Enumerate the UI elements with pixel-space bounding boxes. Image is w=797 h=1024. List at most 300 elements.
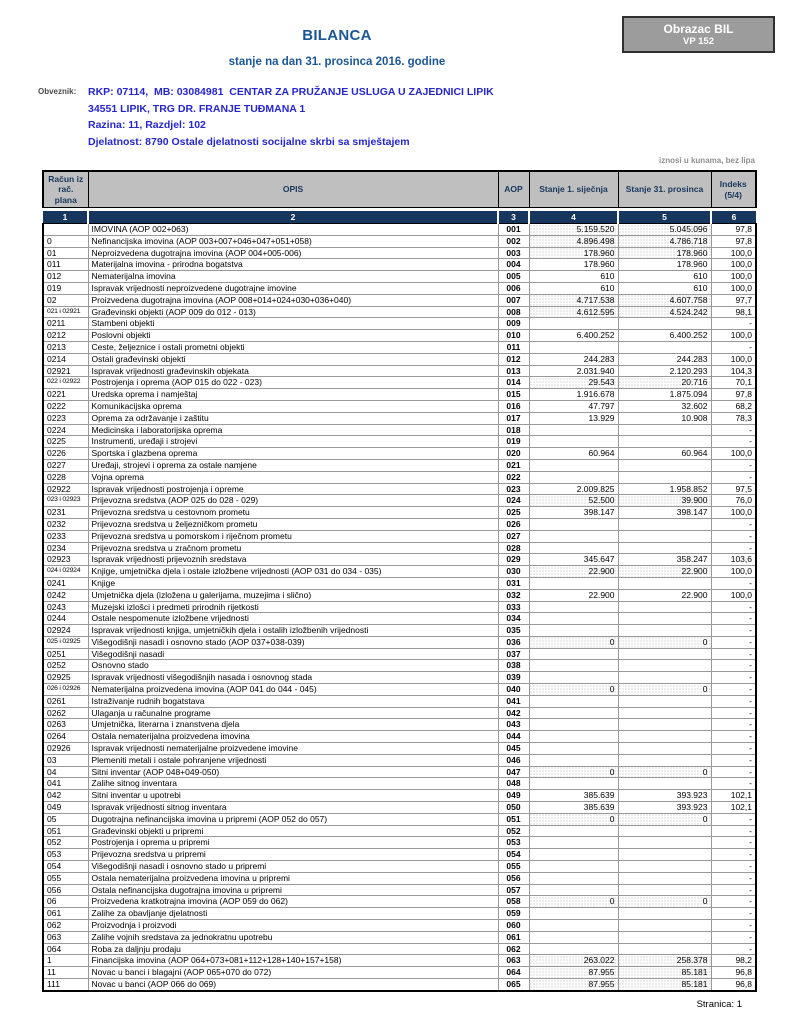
row-index: - (711, 884, 756, 896)
row-index: - (711, 471, 756, 483)
value-december (618, 943, 711, 955)
table-row (43, 271, 756, 283)
row-aop: 011 (498, 341, 529, 353)
account-code: 0263 (43, 719, 88, 731)
row-aop: 003 (498, 247, 529, 259)
value-december (618, 861, 711, 873)
row-description: Neproizvedena dugotrajna imovina (AOP 004+005-006) (88, 247, 498, 259)
table-row (43, 636, 756, 648)
value-december: 85.181 (618, 979, 711, 991)
account-code: 011 (43, 259, 88, 271)
table-row (43, 625, 756, 637)
column-number: 5 (618, 211, 711, 224)
table-row (43, 224, 756, 236)
row-aop: 055 (498, 861, 529, 873)
value-december (618, 471, 711, 483)
value-december (618, 837, 711, 849)
account-code: 0222 (43, 400, 88, 412)
row-aop: 056 (498, 872, 529, 884)
row-description: Novac u banci (AOP 066 do 069) (88, 979, 498, 991)
row-index: 98,2 (711, 955, 756, 967)
value-december (618, 648, 711, 660)
row-aop: 041 (498, 695, 529, 707)
account-code: 02 (43, 294, 88, 306)
value-december: 0 (618, 684, 711, 696)
row-aop: 023 (498, 483, 529, 495)
account-code: 026 i 02926 (43, 684, 88, 696)
row-index: - (711, 920, 756, 932)
row-aop: 002 (498, 235, 529, 247)
row-description: Ostala nematerijalna proizvedena imovina (88, 731, 498, 743)
row-aop: 005 (498, 271, 529, 283)
table-row (43, 507, 756, 519)
form-code-line2: VP 152 (683, 36, 714, 47)
row-description: Financijska imovina (AOP 064+073+081+112+128+140+157+158) (88, 955, 498, 967)
row-index: - (711, 459, 756, 471)
row-description: Ispravak vrijednosti višegodišnjih nasada i osnovnog stada (88, 672, 498, 684)
row-aop: 048 (498, 778, 529, 790)
value-january (529, 601, 618, 613)
value-december: 22.900 (618, 589, 711, 601)
table-row (43, 601, 756, 613)
value-january: 13.929 (529, 412, 618, 424)
row-aop: 018 (498, 424, 529, 436)
table-row (43, 825, 756, 837)
row-description: Ulaganja u računalne programe (88, 707, 498, 719)
row-index: - (711, 837, 756, 849)
value-january (529, 931, 618, 943)
row-aop: 044 (498, 731, 529, 743)
row-index: - (711, 872, 756, 884)
value-january (529, 943, 618, 955)
value-december: 4.607.758 (618, 294, 711, 306)
value-december (618, 849, 711, 861)
value-december: 0 (618, 766, 711, 778)
table-row (43, 707, 756, 719)
account-code: 049 (43, 802, 88, 814)
value-january: 29.543 (529, 377, 618, 389)
row-index: 98,1 (711, 306, 756, 318)
value-january: 60.964 (529, 448, 618, 460)
table-row (43, 979, 756, 991)
row-aop: 035 (498, 625, 529, 637)
value-december (618, 436, 711, 448)
row-aop: 065 (498, 979, 529, 991)
value-january (529, 778, 618, 790)
row-aop: 015 (498, 389, 529, 401)
account-code: 0228 (43, 471, 88, 483)
value-december: 1.958.852 (618, 483, 711, 495)
row-index: - (711, 778, 756, 790)
row-index: 97,7 (711, 294, 756, 306)
row-description: Zalihe sitnog inventara (88, 778, 498, 790)
row-aop: 008 (498, 306, 529, 318)
value-january: 610 (529, 282, 618, 294)
account-code: 0223 (43, 412, 88, 424)
row-description: Ispravak vrijednosti neproizvedene dugotrajne imovine (88, 282, 498, 294)
row-aop: 052 (498, 825, 529, 837)
row-description: Materijalna imovina - prirodna bogatstva (88, 259, 498, 271)
value-january (529, 530, 618, 542)
value-january: 610 (529, 271, 618, 283)
account-code: 01 (43, 247, 88, 259)
account-code: 0227 (43, 459, 88, 471)
row-description: Nematerijalna proizvedena imovina (AOP 041 do 044 - 045) (88, 684, 498, 696)
row-aop: 006 (498, 282, 529, 294)
table-row (43, 743, 756, 755)
row-index: 78,3 (711, 412, 756, 424)
table-row (43, 813, 756, 825)
row-aop: 062 (498, 943, 529, 955)
row-description: Knjige, umjetnička djela i ostale izložbene vrijednosti (AOP 031 do 034 - 035) (88, 566, 498, 578)
table-row (43, 908, 756, 920)
row-aop: 036 (498, 636, 529, 648)
account-code: 023 i 02923 (43, 495, 88, 507)
row-index: - (711, 731, 756, 743)
row-description: Uređaji, strojevi i oprema za ostale namjene (88, 459, 498, 471)
row-index: 68,2 (711, 400, 756, 412)
row-index: - (711, 601, 756, 613)
account-code: 056 (43, 884, 88, 896)
col-header-aop: AOP (498, 171, 529, 208)
value-january (529, 518, 618, 530)
value-january (529, 743, 618, 755)
account-code: 02923 (43, 554, 88, 566)
account-code: 0226 (43, 448, 88, 460)
row-index: - (711, 625, 756, 637)
value-december (618, 695, 711, 707)
value-december: 398.147 (618, 507, 711, 519)
row-index: - (711, 766, 756, 778)
row-index: 100,0 (711, 448, 756, 460)
row-aop: 049 (498, 790, 529, 802)
value-december: 258.378 (618, 955, 711, 967)
value-january (529, 660, 618, 672)
table-row (43, 389, 756, 401)
value-january: 178.960 (529, 259, 618, 271)
row-index: - (711, 707, 756, 719)
row-description: Komunikacijska oprema (88, 400, 498, 412)
row-description: Sitni inventar u upotrebi (88, 790, 498, 802)
value-january: 385.639 (529, 802, 618, 814)
table-row (43, 754, 756, 766)
value-january (529, 459, 618, 471)
table-header-row (43, 171, 756, 208)
row-aop: 038 (498, 660, 529, 672)
account-code: 02922 (43, 483, 88, 495)
row-index: - (711, 530, 756, 542)
row-index: 100,0 (711, 330, 756, 342)
account-code: 11 (43, 967, 88, 979)
table-row (43, 377, 756, 389)
row-aop: 025 (498, 507, 529, 519)
table-row (43, 660, 756, 672)
account-code: 0261 (43, 695, 88, 707)
row-index: - (711, 861, 756, 873)
row-index: 97,8 (711, 235, 756, 247)
row-description: Ispravak vrijednosti prijevoznih sredstava (88, 554, 498, 566)
value-december: 32.602 (618, 400, 711, 412)
value-january (529, 707, 618, 719)
row-description: Poslovni objekti (88, 330, 498, 342)
table-row (43, 424, 756, 436)
row-description: Nefinancijska imovina (AOP 003+007+046+047+051+058) (88, 235, 498, 247)
row-description: Novac u banci i blagajni (AOP 065+070 do 072) (88, 967, 498, 979)
row-description: Muzejski izlošci i predmeti prirodnih rijetkosti (88, 601, 498, 613)
value-january (529, 542, 618, 554)
row-aop: 060 (498, 920, 529, 932)
row-description: Proizvedena dugotrajna imovina (AOP 008+014+024+030+036+040) (88, 294, 498, 306)
row-aop: 010 (498, 330, 529, 342)
table-row (43, 837, 756, 849)
row-description: Prijevozna sredstva u željezničkom prometu (88, 518, 498, 530)
value-january: 22.900 (529, 566, 618, 578)
value-december (618, 625, 711, 637)
value-january (529, 719, 618, 731)
table-row (43, 282, 756, 294)
row-description: Postrojenja i oprema (AOP 015 do 022 - 023) (88, 377, 498, 389)
account-code: 02925 (43, 672, 88, 684)
value-december: 244.283 (618, 353, 711, 365)
table-row (43, 695, 756, 707)
table-row (43, 778, 756, 790)
account-code: 041 (43, 778, 88, 790)
table-row (43, 495, 756, 507)
row-description: Roba za daljnju prodaju (88, 943, 498, 955)
value-january (529, 861, 618, 873)
row-aop: 016 (498, 400, 529, 412)
row-aop: 019 (498, 436, 529, 448)
account-code: 061 (43, 908, 88, 920)
value-january: 6.400.252 (529, 330, 618, 342)
table-row (43, 920, 756, 932)
account-code: 06 (43, 896, 88, 908)
row-aop: 050 (498, 802, 529, 814)
row-description: Vojna oprema (88, 471, 498, 483)
row-aop: 053 (498, 837, 529, 849)
value-january: 2.009.825 (529, 483, 618, 495)
obveznik-line-razina: Razina: 11, Razdjel: 102 (88, 119, 206, 131)
value-december (618, 613, 711, 625)
value-december (618, 778, 711, 790)
row-aop: 030 (498, 566, 529, 578)
table-row (43, 943, 756, 955)
value-january (529, 825, 618, 837)
row-aop: 032 (498, 589, 529, 601)
table-row (43, 577, 756, 589)
row-description: Sitni inventar (AOP 048+049-050) (88, 766, 498, 778)
value-december: 10.908 (618, 412, 711, 424)
account-code: 0252 (43, 660, 88, 672)
row-index: - (711, 813, 756, 825)
row-index: 100,0 (711, 247, 756, 259)
value-january: 22.900 (529, 589, 618, 601)
obveznik-line-rkp: RKP: 07114, MB: 03084981 CENTAR ZA PRUŽANJE USLUGA U ZAJEDNICI LIPIK (88, 86, 494, 98)
row-description: Postrojenja i oprema u pripremi (88, 837, 498, 849)
row-description: Prijevozna sredstva (AOP 025 do 028 - 029) (88, 495, 498, 507)
account-code: 022 i 02922 (43, 377, 88, 389)
value-january: 0 (529, 684, 618, 696)
table-row (43, 766, 756, 778)
account-code: 019 (43, 282, 88, 294)
row-aop: 037 (498, 648, 529, 660)
row-index: 96,8 (711, 967, 756, 979)
row-aop: 058 (498, 896, 529, 908)
account-code (43, 224, 88, 236)
value-january: 1.916.678 (529, 389, 618, 401)
row-aop: 013 (498, 365, 529, 377)
table-body (43, 224, 756, 991)
value-december: 0 (618, 813, 711, 825)
account-code: 055 (43, 872, 88, 884)
value-december: 20.716 (618, 377, 711, 389)
column-number: 6 (711, 211, 756, 224)
row-index: - (711, 684, 756, 696)
account-code: 052 (43, 837, 88, 849)
row-index: - (711, 931, 756, 943)
table-row (43, 896, 756, 908)
account-code: 0211 (43, 318, 88, 330)
value-december: 6.400.252 (618, 330, 711, 342)
table-row (43, 247, 756, 259)
row-index: 97,8 (711, 224, 756, 236)
row-index: - (711, 636, 756, 648)
table-row (43, 802, 756, 814)
value-january: 2.031.940 (529, 365, 618, 377)
account-code: 0213 (43, 341, 88, 353)
value-december (618, 707, 711, 719)
table-row (43, 648, 756, 660)
value-december: 4.786.718 (618, 235, 711, 247)
row-aop: 020 (498, 448, 529, 460)
value-january: 4.896.498 (529, 235, 618, 247)
row-description: Zalihe vojnih sredstava za jednokratnu upotrebu (88, 931, 498, 943)
value-december: 610 (618, 282, 711, 294)
value-january (529, 613, 618, 625)
value-december: 60.964 (618, 448, 711, 460)
value-january: 0 (529, 766, 618, 778)
value-december: 4.524.242 (618, 306, 711, 318)
value-january (529, 577, 618, 589)
table-row (43, 931, 756, 943)
table-row (43, 330, 756, 342)
value-december (618, 318, 711, 330)
column-number-row (43, 211, 756, 224)
row-description: Uredska oprema i namještaj (88, 389, 498, 401)
row-index: - (711, 825, 756, 837)
value-january: 0 (529, 896, 618, 908)
table-row (43, 365, 756, 377)
row-index: - (711, 613, 756, 625)
row-index: 103,6 (711, 554, 756, 566)
account-code: 053 (43, 849, 88, 861)
value-january (529, 672, 618, 684)
row-index: 76,0 (711, 495, 756, 507)
value-december (618, 530, 711, 542)
value-january (529, 318, 618, 330)
row-description: Prijevozna sredstva u pomorskom i riječnom prometu (88, 530, 498, 542)
account-code: 0243 (43, 601, 88, 613)
table-row (43, 530, 756, 542)
value-january: 87.955 (529, 967, 618, 979)
row-aop: 040 (498, 684, 529, 696)
row-aop: 012 (498, 353, 529, 365)
value-january (529, 920, 618, 932)
value-january (529, 731, 618, 743)
row-aop: 027 (498, 530, 529, 542)
value-december: 5.045.096 (618, 224, 711, 236)
row-description: Ispravak vrijednosti knjiga, umjetničkih djela i ostalih izložbenih vrijednosti (88, 625, 498, 637)
row-description: Građevinski objekti (AOP 009 do 012 - 013) (88, 306, 498, 318)
account-code: 0212 (43, 330, 88, 342)
value-january (529, 471, 618, 483)
account-code: 0264 (43, 731, 88, 743)
row-description: Ostali građevinski objekti (88, 353, 498, 365)
value-january (529, 341, 618, 353)
table-row (43, 306, 756, 318)
col-header-opis: OPIS (88, 171, 498, 208)
row-index: 102,1 (711, 790, 756, 802)
row-aop: 054 (498, 849, 529, 861)
row-description: Ispravak vrijednosti postrojenja i opreme (88, 483, 498, 495)
account-code: 062 (43, 920, 88, 932)
row-description: Proizvedena kratkotrajna imovina (AOP 059 do 062) (88, 896, 498, 908)
value-january: 0 (529, 636, 618, 648)
row-description: Prijevozna sredstva u cestovnom prometu (88, 507, 498, 519)
table-row (43, 684, 756, 696)
row-index: - (711, 754, 756, 766)
value-january: 244.283 (529, 353, 618, 365)
value-december (618, 931, 711, 943)
account-code: 1 (43, 955, 88, 967)
row-index: 97,8 (711, 389, 756, 401)
table-row (43, 613, 756, 625)
row-aop: 031 (498, 577, 529, 589)
account-code: 0242 (43, 589, 88, 601)
account-code: 0233 (43, 530, 88, 542)
table-row (43, 849, 756, 861)
value-december (618, 672, 711, 684)
row-description: Ceste, željeznice i ostali prometni objekti (88, 341, 498, 353)
row-aop: 028 (498, 542, 529, 554)
row-description: Medicinska i laboratorijska oprema (88, 424, 498, 436)
value-december (618, 518, 711, 530)
account-code: 051 (43, 825, 88, 837)
row-index: 70,1 (711, 377, 756, 389)
value-january: 87.955 (529, 979, 618, 991)
row-index: - (711, 943, 756, 955)
value-december (618, 908, 711, 920)
value-january: 5.159.520 (529, 224, 618, 236)
row-aop: 039 (498, 672, 529, 684)
row-index: - (711, 577, 756, 589)
row-aop: 047 (498, 766, 529, 778)
account-code: 0225 (43, 436, 88, 448)
row-index: - (711, 743, 756, 755)
column-number: 3 (498, 211, 529, 224)
col-header-stanje-sijecnja: Stanje 1. siječnja (529, 171, 618, 208)
row-description: Knjige (88, 577, 498, 589)
account-code: 02921 (43, 365, 88, 377)
table-row (43, 955, 756, 967)
table-row (43, 967, 756, 979)
value-december: 22.900 (618, 566, 711, 578)
row-description: Prijevozna sredstva u zračnom prometu (88, 542, 498, 554)
row-index: 100,0 (711, 589, 756, 601)
row-index: 97,5 (711, 483, 756, 495)
value-january: 398.147 (529, 507, 618, 519)
column-number: 2 (88, 211, 498, 224)
